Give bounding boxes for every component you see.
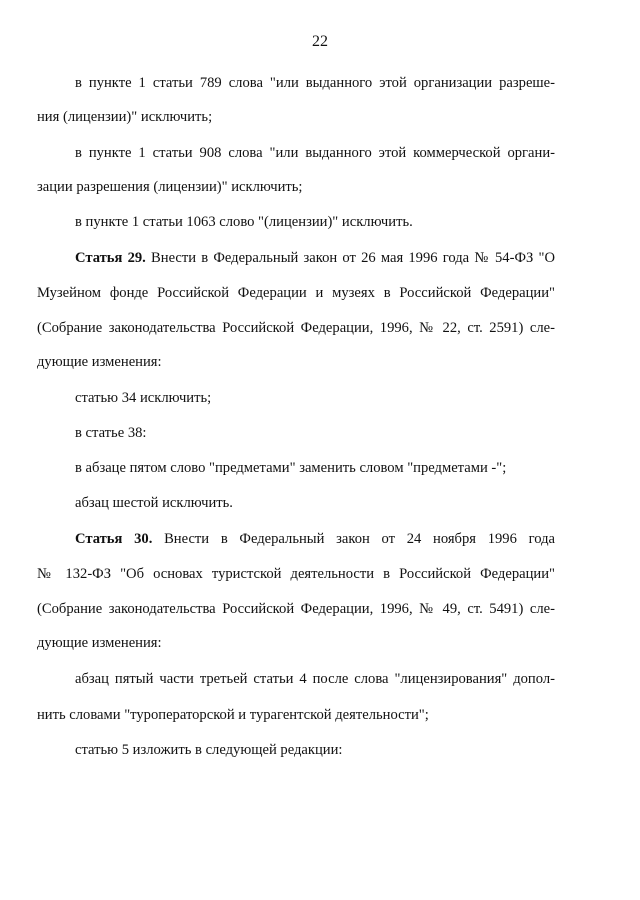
text-line-1: в пункте 1 статьи 789 слова "или выданного этой организации разреше- [75, 75, 555, 91]
text-line-9: дующие изменения: [37, 354, 162, 370]
article-30-intro: Внести в Федеральный закон от 24 ноября 1996 года [152, 531, 555, 547]
text-line-19: нить словами "туроператорской и турагентской деятельности"; [37, 707, 429, 723]
text-line-8: (Собрание законодательства Российской Федерации, 1996, № 22, ст. 2591) сле- [37, 320, 555, 336]
text-line-10: статью 34 исключить; [75, 390, 212, 406]
text-line-4: зации разрешения (лицензии)" исключить; [37, 179, 303, 195]
text-line-3: в пункте 1 статьи 908 слова "или выданного этой коммерческой органи- [75, 145, 555, 161]
text-line-16: (Собрание законодательства Российской Федерации, 1996, № 49, ст. 5491) сле- [37, 601, 555, 617]
text-line-13: абзац шестой исключить. [75, 495, 233, 511]
text-line-7: Музейном фонде Российской Федерации и музеях в Российской Федерации" [37, 285, 555, 301]
text-line-20: статью 5 изложить в следующей редакции: [75, 742, 343, 758]
text-line-5: в пункте 1 статьи 1063 слово "(лицензии)" исключить. [75, 214, 413, 230]
text-line-11: в статье 38: [75, 425, 147, 441]
text-line-15: № 132-ФЗ "Об основах туристской деятельности в Российской Федерации" [37, 566, 555, 582]
article-29-label: Статья 29. [75, 250, 146, 266]
text-line-18: абзац пятый части третьей статьи 4 после слова "лицензирования" допол- [75, 671, 555, 687]
article-30-heading-line [75, 529, 555, 549]
article-30-label: Статья 30. [75, 531, 153, 547]
text-line-2: ния (лицензии)" исключить; [37, 109, 213, 125]
text-line-12: в абзаце пятом слово "предметами" заменить словом "предметами -"; [75, 460, 507, 476]
page-number: 22 [312, 33, 328, 50]
article-29-intro: Внести в Федеральный закон от 26 мая 1996 года № 54-ФЗ "О [145, 250, 555, 266]
text-line-17: дующие изменения: [37, 635, 162, 651]
article-29-heading-line [75, 248, 555, 268]
